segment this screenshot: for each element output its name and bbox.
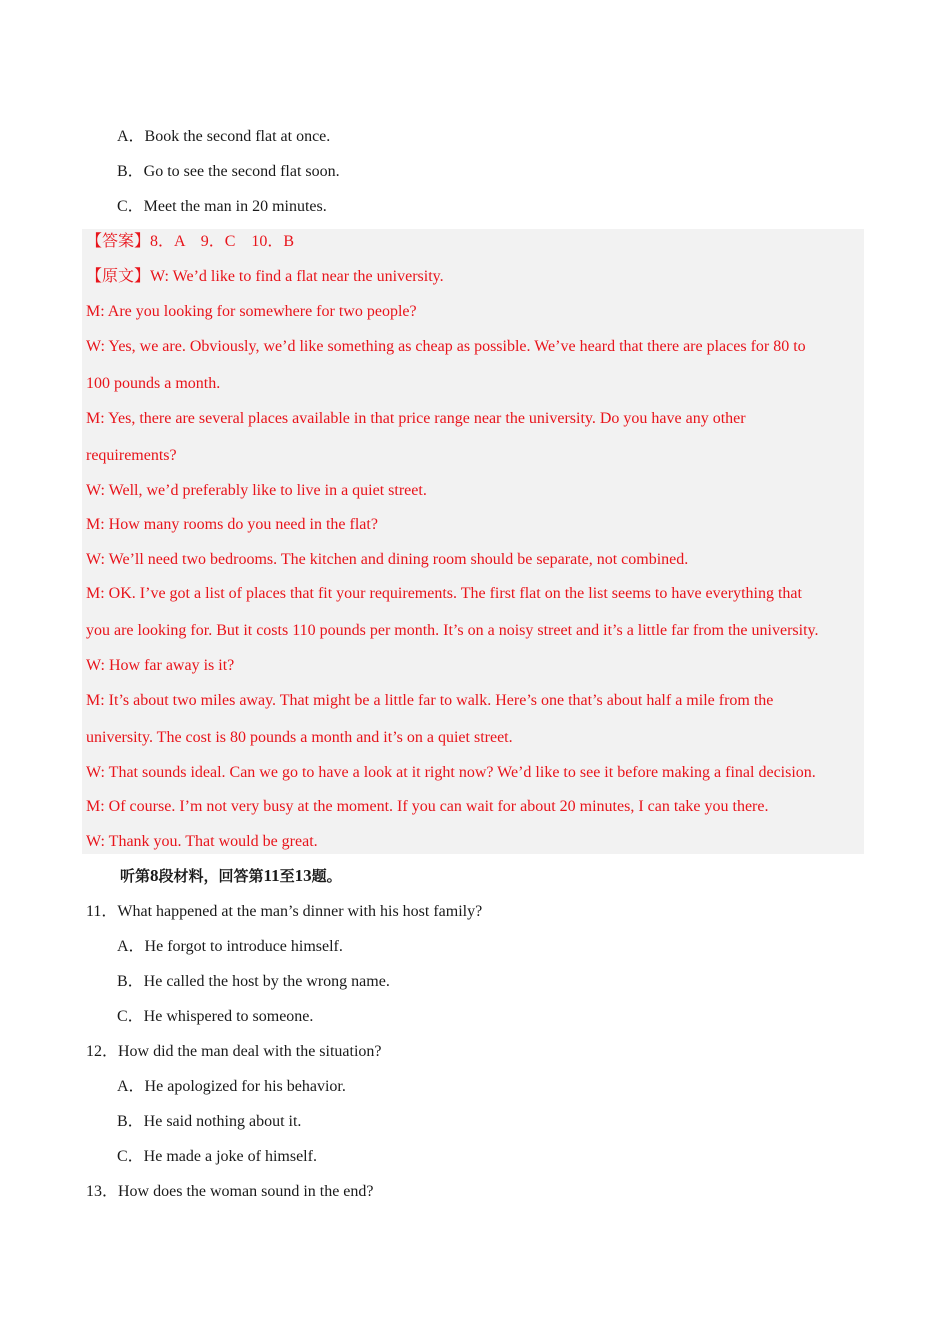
answer-line: [86, 232, 294, 252]
question-12-option-c: C．He made a joke of himself.: [117, 1148, 317, 1165]
transcript-line: M: How many rooms do you need in the flat?: [86, 516, 378, 533]
question-13: 13．How does the woman sound in the end?: [86, 1183, 374, 1200]
transcript-line: W: We’ll need two bedrooms. The kitchen and dining room should be separate, not combined.: [86, 551, 689, 568]
section-heading: [120, 866, 342, 886]
question-12-option-b: B．He said nothing about it.: [117, 1113, 302, 1130]
heading-text: 至: [279, 867, 295, 885]
question-11-option-a: A．He forgot to introduce himself.: [117, 938, 343, 955]
question-12-option-a: A．He apologized for his behavior.: [117, 1078, 346, 1095]
answer-tag: 【答案】: [86, 233, 151, 250]
question-11-option-b: B．He called the host by the wrong name.: [117, 973, 390, 990]
heading-number: 13: [294, 866, 312, 885]
transcript-line: W: Thank you. That would be great.: [86, 833, 318, 850]
heading-number: 11: [263, 866, 280, 885]
transcript-line: W: We’d like to find a flat near the university.: [150, 268, 444, 285]
question-11-option-c: C．He whispered to someone.: [117, 1008, 314, 1025]
option-c-prev: C．Meet the man in 20 minutes.: [117, 198, 327, 215]
transcript-line: 100 pounds a month.: [86, 375, 221, 392]
transcript-line: M: Are you looking for somewhere for two people?: [86, 303, 417, 320]
transcript-line: M: Yes, there are several places available in that price range near the university. Do you have any other: [86, 410, 746, 427]
answer-transcript-box: [82, 229, 864, 854]
heading-number: 8: [150, 866, 159, 885]
transcript-line: W: That sounds ideal. Can we go to have a look at it right now? We’d like to see it before making a final decision.: [86, 764, 816, 781]
transcript-tag: 【原文】: [86, 268, 151, 285]
transcript-line: university. The cost is 80 pounds a month and it’s on a quiet street.: [86, 729, 513, 746]
question-11: 11．What happened at the man’s dinner with his host family?: [86, 903, 483, 920]
transcript-first-line: [86, 267, 444, 287]
transcript-line: requirements?: [86, 447, 177, 464]
heading-text: 听第: [120, 867, 151, 885]
heading-text: 段材料，回答第: [158, 867, 264, 885]
answer-text: 8．A 9．C 10．B: [150, 233, 295, 250]
transcript-line: W: Yes, we are. Obviously, we’d like something as cheap as possible. We’ve heard that there are places for 80 to: [86, 338, 806, 355]
transcript-line: M: Of course. I’m not very busy at the moment. If you can wait for about 20 minutes, I can take you there.: [86, 798, 769, 815]
question-12: 12．How did the man deal with the situation?: [86, 1043, 382, 1060]
transcript-line: W: How far away is it?: [86, 657, 235, 674]
transcript-line: M: OK. I’ve got a list of places that fit your requirements. The first flat on the list seems to have everything that: [86, 585, 802, 602]
heading-text: 题。: [311, 867, 342, 885]
transcript-line: W: Well, we’d preferably like to live in a quiet street.: [86, 482, 427, 499]
option-b-prev: B．Go to see the second flat soon.: [117, 163, 340, 180]
option-a-prev: A．Book the second flat at once.: [117, 128, 331, 145]
transcript-line: M: It’s about two miles away. That might be a little far to walk. Here’s one that’s about half a mile from the: [86, 692, 774, 709]
transcript-line: you are looking for. But it costs 110 pounds per month. It’s on a noisy street and it’s a little far from the university.: [86, 622, 819, 639]
